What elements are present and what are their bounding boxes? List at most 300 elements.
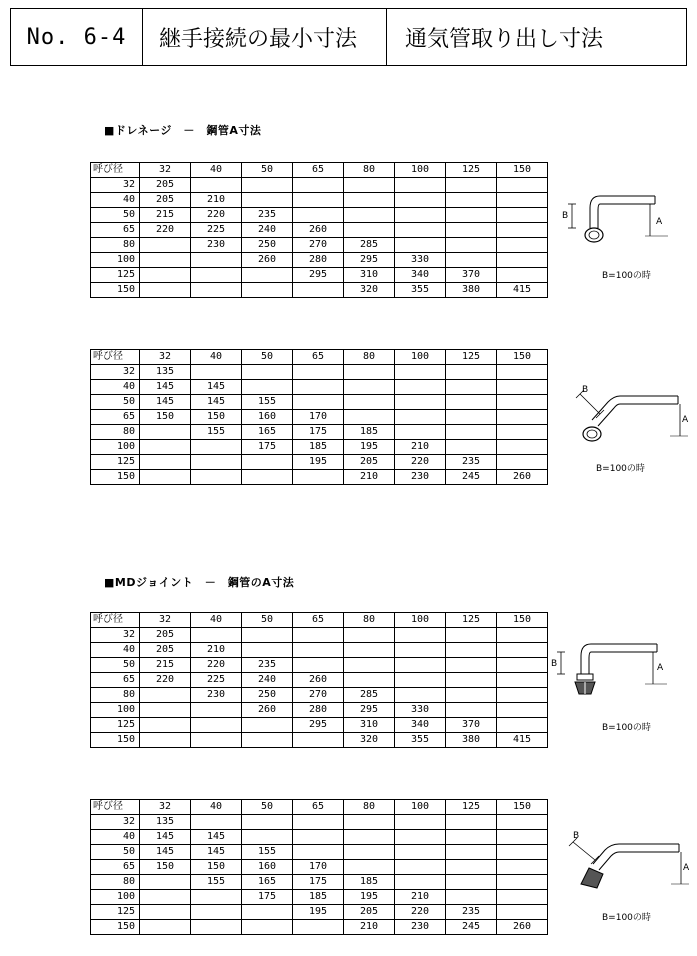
column-header: 65 [293, 800, 344, 815]
row-header: 80 [91, 425, 140, 440]
table-row [91, 643, 548, 658]
table-cell [497, 643, 548, 658]
table-cell: 310 [344, 268, 395, 283]
table-cell [395, 223, 446, 238]
row-header: 80 [91, 238, 140, 253]
column-header: 100 [395, 800, 446, 815]
table-cell: 240 [242, 223, 293, 238]
table-cell: 210 [344, 920, 395, 935]
table-cell [446, 628, 497, 643]
table-cell [140, 875, 191, 890]
table-cell [242, 455, 293, 470]
table-cell [140, 688, 191, 703]
table-cell [242, 815, 293, 830]
table-header-row [91, 613, 548, 628]
table-cell [395, 410, 446, 425]
column-header: 80 [344, 163, 395, 178]
table-cell [242, 178, 293, 193]
table-cell [191, 905, 242, 920]
table-cell [140, 440, 191, 455]
table-cell: 220 [395, 905, 446, 920]
row-header: 32 [91, 628, 140, 643]
table-cell [395, 860, 446, 875]
table-cell [497, 860, 548, 875]
table-cell [191, 628, 242, 643]
dimension-b-label: B [582, 385, 589, 395]
table-cell: 295 [293, 268, 344, 283]
table-row [91, 395, 548, 410]
table-row [91, 688, 548, 703]
table-cell: 270 [293, 688, 344, 703]
row-header: 40 [91, 830, 140, 845]
table-cell [497, 658, 548, 673]
table-row [91, 733, 548, 748]
row-header: 125 [91, 455, 140, 470]
row-header: 80 [91, 875, 140, 890]
row-header: 32 [91, 815, 140, 830]
table-cell [395, 193, 446, 208]
row-header: 100 [91, 703, 140, 718]
table-cell [191, 815, 242, 830]
table-cell [344, 193, 395, 208]
table-cell [191, 178, 242, 193]
table-cell [395, 208, 446, 223]
table-cell: 175 [293, 875, 344, 890]
table-cell: 230 [395, 470, 446, 485]
table-cell [497, 875, 548, 890]
table-cell: 245 [446, 920, 497, 935]
nominal-size-header: 呼び径 [91, 800, 140, 815]
table-row [91, 455, 548, 470]
column-header: 80 [344, 800, 395, 815]
table-cell: 170 [293, 410, 344, 425]
table-cell [497, 890, 548, 905]
table-cell: 260 [293, 223, 344, 238]
table-row [91, 890, 548, 905]
table-cell: 235 [446, 905, 497, 920]
row-header: 65 [91, 860, 140, 875]
table-cell [293, 815, 344, 830]
table-cell [293, 193, 344, 208]
table-cell [446, 673, 497, 688]
table-row [91, 223, 548, 238]
table-cell: 155 [242, 845, 293, 860]
dimension-b-label: B [551, 659, 558, 669]
table-cell [395, 628, 446, 643]
table-row [91, 283, 548, 298]
table-cell [395, 380, 446, 395]
table-cell: 285 [344, 238, 395, 253]
column-header: 40 [191, 350, 242, 365]
table-cell [497, 238, 548, 253]
column-header: 50 [242, 800, 293, 815]
table-cell [395, 643, 446, 658]
column-header: 125 [446, 800, 497, 815]
table-cell [140, 470, 191, 485]
row-header: 40 [91, 643, 140, 658]
table-cell [497, 703, 548, 718]
table-cell [497, 688, 548, 703]
table-cell [140, 718, 191, 733]
column-header: 100 [395, 613, 446, 628]
table-cell: 210 [191, 193, 242, 208]
table-row [91, 920, 548, 935]
table-cell [344, 845, 395, 860]
table-cell [497, 905, 548, 920]
table-cell: 185 [344, 875, 395, 890]
table-row [91, 673, 548, 688]
table-cell: 330 [395, 253, 446, 268]
row-header: 32 [91, 365, 140, 380]
column-header: 150 [497, 163, 548, 178]
table-cell: 210 [344, 470, 395, 485]
dimension-a-label: A [683, 863, 690, 873]
table-cell: 380 [446, 283, 497, 298]
table-cell [191, 733, 242, 748]
row-header: 100 [91, 890, 140, 905]
table-row [91, 628, 548, 643]
column-header: 32 [140, 350, 191, 365]
table-cell [497, 223, 548, 238]
table-cell [293, 643, 344, 658]
table-cell: 320 [344, 733, 395, 748]
row-header: 125 [91, 268, 140, 283]
table-cell [293, 178, 344, 193]
table-cell [497, 208, 548, 223]
table-cell [293, 733, 344, 748]
table-cell: 270 [293, 238, 344, 253]
pipe-diagram-md-angled [565, 830, 690, 910]
column-header: 32 [140, 613, 191, 628]
dimension-table-drainage-straight [90, 162, 548, 298]
pipe-diagram-md-straight [545, 630, 670, 710]
table-cell: 310 [344, 718, 395, 733]
table-row [91, 845, 548, 860]
table-cell [293, 395, 344, 410]
table-cell [497, 178, 548, 193]
column-header: 65 [293, 163, 344, 178]
table-cell: 220 [191, 208, 242, 223]
table-cell [395, 815, 446, 830]
table-cell: 415 [497, 733, 548, 748]
table-cell [242, 920, 293, 935]
table-cell [344, 380, 395, 395]
table-cell [497, 718, 548, 733]
table-cell [497, 193, 548, 208]
table-cell: 220 [140, 673, 191, 688]
table-cell [140, 733, 191, 748]
table-cell [140, 268, 191, 283]
table-cell: 355 [395, 283, 446, 298]
table-cell: 240 [242, 673, 293, 688]
table-cell: 220 [191, 658, 242, 673]
row-header: 50 [91, 395, 140, 410]
row-header: 125 [91, 718, 140, 733]
dimension-a-label: A [657, 663, 664, 673]
table-cell: 195 [293, 455, 344, 470]
table-cell [497, 268, 548, 283]
table-row [91, 470, 548, 485]
table-cell: 215 [140, 658, 191, 673]
table-cell: 145 [140, 380, 191, 395]
table-cell [293, 208, 344, 223]
table-cell [140, 890, 191, 905]
column-header: 50 [242, 163, 293, 178]
table-cell [395, 658, 446, 673]
table-cell [242, 283, 293, 298]
table-cell: 260 [242, 703, 293, 718]
table-row [91, 253, 548, 268]
table-cell [242, 268, 293, 283]
table-cell [446, 845, 497, 860]
table-cell [395, 673, 446, 688]
table-cell [446, 395, 497, 410]
table-cell: 230 [191, 238, 242, 253]
table-cell: 145 [191, 380, 242, 395]
table-cell: 225 [191, 673, 242, 688]
table-cell [344, 223, 395, 238]
table-cell [446, 193, 497, 208]
table-cell [140, 455, 191, 470]
row-header: 150 [91, 733, 140, 748]
nominal-size-header: 呼び径 [91, 350, 140, 365]
row-header: 50 [91, 845, 140, 860]
table-cell [344, 365, 395, 380]
table-cell [344, 395, 395, 410]
table-cell [446, 223, 497, 238]
table-cell: 235 [242, 658, 293, 673]
table-cell: 160 [242, 410, 293, 425]
table-cell: 195 [344, 890, 395, 905]
table-cell [497, 365, 548, 380]
table-cell: 280 [293, 253, 344, 268]
table-cell: 260 [242, 253, 293, 268]
column-header: 100 [395, 350, 446, 365]
table-row [91, 703, 548, 718]
table-cell [446, 643, 497, 658]
table-cell [344, 178, 395, 193]
row-header: 32 [91, 178, 140, 193]
table-cell [395, 238, 446, 253]
table-cell [191, 440, 242, 455]
row-header: 150 [91, 920, 140, 935]
table-cell [446, 703, 497, 718]
table-cell [497, 425, 548, 440]
table-cell: 145 [140, 830, 191, 845]
table-cell: 205 [140, 193, 191, 208]
section-title-md-joint: ■MDジョイント － 鋼管のA寸法 [104, 576, 295, 589]
table-row [91, 718, 548, 733]
table-cell [446, 830, 497, 845]
table-cell: 320 [344, 283, 395, 298]
column-header: 32 [140, 163, 191, 178]
table-cell: 235 [242, 208, 293, 223]
nominal-size-header: 呼び径 [91, 163, 140, 178]
column-header: 80 [344, 613, 395, 628]
table-cell [446, 410, 497, 425]
section-title-drainage: ■ドレネージ － 鋼管A寸法 [104, 124, 262, 137]
table-cell: 205 [344, 905, 395, 920]
table-cell [446, 178, 497, 193]
table-cell [191, 890, 242, 905]
table-cell [497, 628, 548, 643]
table-cell: 340 [395, 718, 446, 733]
row-header: 125 [91, 905, 140, 920]
table-cell [293, 283, 344, 298]
table-cell: 165 [242, 425, 293, 440]
dimension-a-label: A [682, 415, 689, 425]
table-cell [242, 365, 293, 380]
table-cell: 225 [191, 223, 242, 238]
table-cell [446, 253, 497, 268]
table-cell [293, 470, 344, 485]
row-header: 50 [91, 658, 140, 673]
table-cell [497, 380, 548, 395]
table-cell [140, 283, 191, 298]
column-header: 40 [191, 800, 242, 815]
table-cell [293, 628, 344, 643]
table-cell: 285 [344, 688, 395, 703]
dimension-b-label: B [573, 831, 580, 841]
table-cell [140, 703, 191, 718]
table-cell [140, 425, 191, 440]
table-cell [497, 830, 548, 845]
table-row [91, 178, 548, 193]
table-cell: 205 [344, 455, 395, 470]
table-cell: 155 [191, 425, 242, 440]
table-cell [293, 365, 344, 380]
table-cell [344, 658, 395, 673]
table-cell [344, 208, 395, 223]
column-header: 125 [446, 350, 497, 365]
table-row [91, 365, 548, 380]
table-cell [242, 470, 293, 485]
table-cell [446, 860, 497, 875]
dimension-table-md-straight [90, 612, 548, 748]
table-cell [395, 845, 446, 860]
table-cell [293, 845, 344, 860]
table-cell [446, 380, 497, 395]
column-header: 125 [446, 163, 497, 178]
table-cell: 220 [140, 223, 191, 238]
table-row [91, 815, 548, 830]
table-cell: 150 [191, 860, 242, 875]
table-cell [191, 268, 242, 283]
table-cell: 195 [293, 905, 344, 920]
row-header: 80 [91, 688, 140, 703]
table-cell [293, 658, 344, 673]
table-cell: 185 [293, 890, 344, 905]
table-cell: 195 [344, 440, 395, 455]
table-row [91, 425, 548, 440]
table-cell: 145 [140, 395, 191, 410]
table-cell: 155 [191, 875, 242, 890]
dimension-table-drainage-angled [90, 349, 548, 485]
table-header-row [91, 350, 548, 365]
table-row [91, 658, 548, 673]
figure-caption: B=100の時 [602, 913, 651, 923]
table-cell: 145 [191, 395, 242, 410]
table-cell [242, 643, 293, 658]
figure-caption: B=100の時 [602, 723, 651, 733]
table-cell: 155 [242, 395, 293, 410]
table-cell: 135 [140, 365, 191, 380]
table-cell [446, 890, 497, 905]
table-cell [344, 860, 395, 875]
pipe-diagram-drainage-angled [570, 382, 690, 462]
table-cell: 185 [293, 440, 344, 455]
table-cell [446, 688, 497, 703]
table-cell [395, 875, 446, 890]
column-header: 150 [497, 613, 548, 628]
table-cell: 145 [140, 845, 191, 860]
table-cell: 330 [395, 703, 446, 718]
page-number: No. 6-4 [11, 9, 143, 65]
row-header: 100 [91, 440, 140, 455]
table-cell [191, 455, 242, 470]
table-cell [242, 905, 293, 920]
table-cell [497, 815, 548, 830]
column-header: 50 [242, 613, 293, 628]
table-cell: 220 [395, 455, 446, 470]
table-row [91, 875, 548, 890]
table-cell [497, 673, 548, 688]
table-cell [497, 410, 548, 425]
table-header-row [91, 163, 548, 178]
table-cell [344, 643, 395, 658]
row-header: 40 [91, 380, 140, 395]
table-cell: 145 [191, 830, 242, 845]
table-cell: 175 [293, 425, 344, 440]
table-cell [446, 815, 497, 830]
table-cell: 340 [395, 268, 446, 283]
table-cell [191, 365, 242, 380]
table-cell [497, 253, 548, 268]
table-cell [191, 718, 242, 733]
table-cell: 150 [140, 410, 191, 425]
table-cell [446, 208, 497, 223]
table-cell: 260 [497, 920, 548, 935]
table-cell [446, 238, 497, 253]
table-cell: 210 [395, 890, 446, 905]
column-header: 65 [293, 350, 344, 365]
table-cell: 380 [446, 733, 497, 748]
table-cell: 250 [242, 688, 293, 703]
table-cell: 175 [242, 890, 293, 905]
table-cell [242, 628, 293, 643]
table-cell: 175 [242, 440, 293, 455]
page-header [10, 8, 687, 66]
column-header: 50 [242, 350, 293, 365]
table-cell [242, 193, 293, 208]
table-cell: 210 [191, 643, 242, 658]
table-row [91, 380, 548, 395]
table-cell [140, 238, 191, 253]
table-cell [344, 830, 395, 845]
table-cell [140, 253, 191, 268]
table-row [91, 905, 548, 920]
page-subtitle: 通気管取り出し寸法 [405, 26, 604, 52]
row-header: 50 [91, 208, 140, 223]
table-cell: 295 [293, 718, 344, 733]
column-header: 40 [191, 163, 242, 178]
table-cell [242, 718, 293, 733]
table-row [91, 238, 548, 253]
table-cell [395, 425, 446, 440]
table-cell [344, 410, 395, 425]
row-header: 40 [91, 193, 140, 208]
table-cell [293, 920, 344, 935]
